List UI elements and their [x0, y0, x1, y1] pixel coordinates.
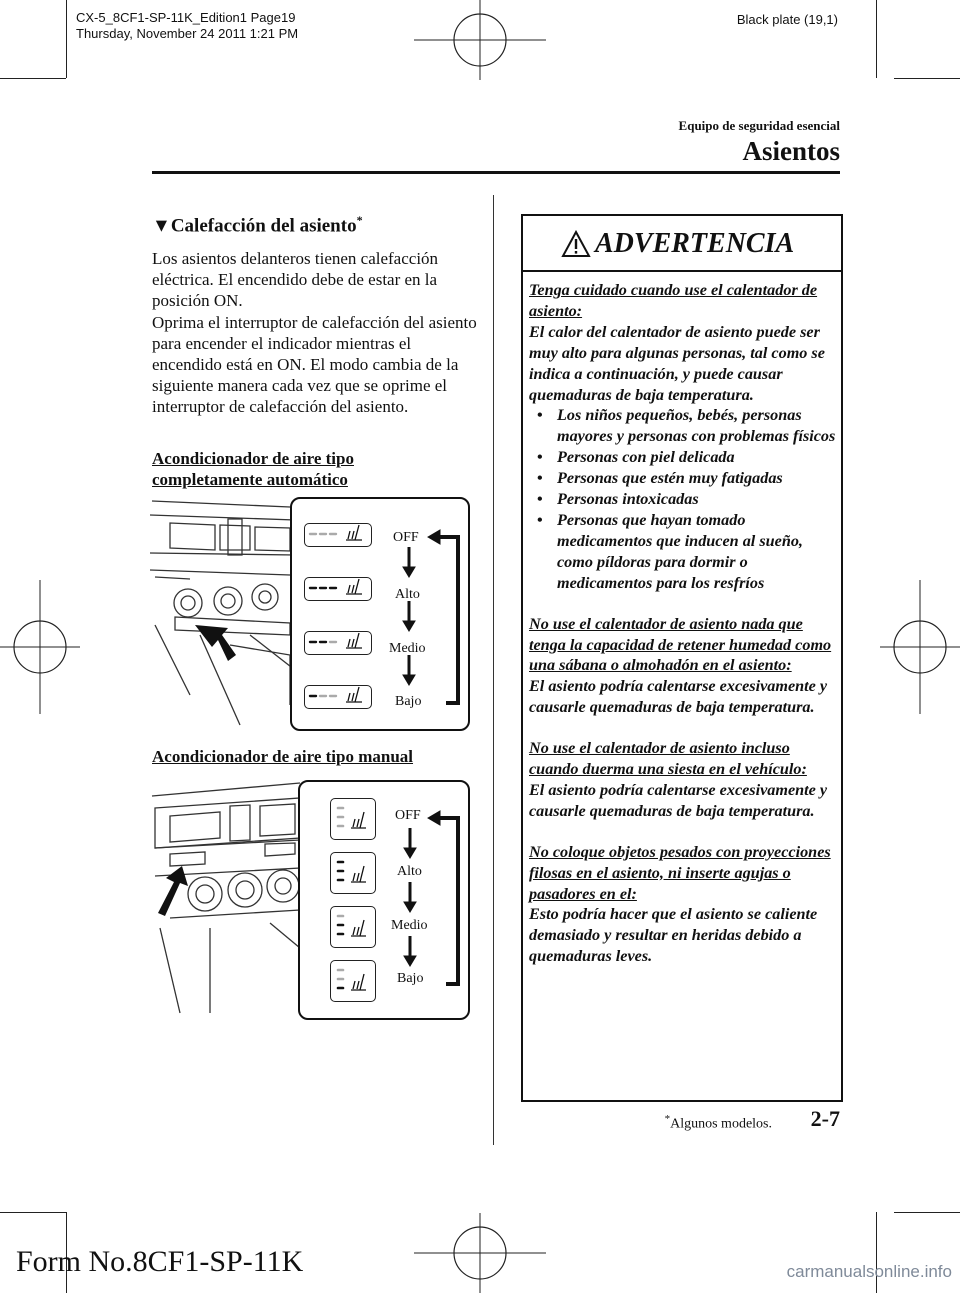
list-item: • Personas con piel delicada — [557, 447, 839, 468]
state-off-label: OFF — [393, 530, 419, 545]
list-item: • Los niños pequeños, bebés, personas mayores y personas con problemas físicos — [557, 405, 839, 447]
warning-subheading: No coloque objetos pesados con proyecciones filosas en el asiento, ni inserte agujas o pasadores en el: — [529, 842, 831, 903]
list-item: • Personas intoxicadas — [557, 489, 839, 510]
crop-mark — [894, 1212, 960, 1213]
warning-text: El asiento podría calentarse excesivamente y causarle quemaduras de baja temperatura. — [529, 677, 828, 717]
chapter-label: Equipo de seguridad esencial — [678, 118, 840, 133]
footnote-star: * — [664, 1113, 671, 1125]
crop-mark — [876, 0, 877, 78]
paragraph: Los asientos delanteros tienen calefacción eléctrica. El encendido debe de estar en la posición ON. — [152, 249, 439, 311]
warning-header — [523, 216, 841, 272]
state-off-label: OFF — [395, 808, 421, 823]
print-meta-line1: CX-5_8CF1-SP-11K_Edition1 Page19 — [76, 10, 296, 25]
state-medium-label: Medio — [391, 918, 428, 933]
state-low-label: Bajo — [397, 971, 424, 986]
warning-subheading: No use el calentador de asiento nada que tenga la capacidad de retener humedad como una sábana o almohadón en el asiento: — [529, 614, 832, 675]
option-star: * — [356, 213, 363, 227]
crop-mark — [66, 0, 67, 78]
list-item: • Personas que estén muy fatigadas — [557, 468, 839, 489]
heading-text: Calefacción del asiento — [170, 215, 357, 237]
crop-mark — [0, 78, 66, 79]
registration-mark-right — [880, 580, 960, 714]
triangle-marker-icon: ▼ — [152, 215, 171, 237]
registration-mark-left — [0, 580, 80, 714]
warning-bullet-list — [529, 405, 839, 593]
auto-ac-heading-line2: completamente automático — [152, 470, 348, 489]
page-number: 2-7 — [810, 1106, 840, 1131]
subsection-heading — [152, 213, 363, 237]
header-rule — [152, 171, 840, 174]
body-text — [152, 248, 482, 418]
warning-triangle-icon — [561, 230, 591, 258]
warning-text: El calor del calentador de asiento puede ser muy alto para algunas personas, tal como se indica a continuación, y puede causar quemaduras de baja temperatura. — [529, 322, 825, 404]
footnote — [665, 1113, 772, 1133]
state-high-label: Alto — [397, 864, 422, 879]
watermark: carmanualsonline.info — [786, 1262, 952, 1281]
paragraph: Oprima el interruptor de calefacción del asiento para encender el indicador mientras el encendido está en ON. El modo cambia de la siguiente manera cada vez que se oprime el interruptor de calefacción del asiento. — [152, 312, 477, 417]
warning-text: El asiento podría calentarse excesivamente y causarle quemaduras de baja temperatura. — [529, 780, 828, 820]
warning-text: Esto podría hacer que el asiento se caliente demasiado y resultar en heridas debido a quemaduras leves. — [529, 905, 818, 966]
warning-subheading: Tenga cuidado cuando use el calentador de asiento: — [529, 281, 818, 320]
state-high-label: Alto — [395, 587, 420, 602]
crop-mark — [0, 1212, 66, 1213]
section-title: Asientos — [742, 136, 840, 166]
auto-ac-heading-line1: Acondicionador de aire tipo — [152, 449, 354, 468]
auto-ac-heading — [152, 448, 354, 490]
manual-ac-figure — [150, 778, 470, 1018]
form-number: Form No.8CF1-SP-11K — [16, 1245, 304, 1278]
warning-subheading: No use el calentador de asiento incluso cuando duerma una siesta en el vehículo: — [529, 739, 807, 779]
column-divider — [493, 195, 494, 1145]
manual-ac-heading: Acondicionador de aire tipo manual — [152, 747, 414, 766]
seat-icons — [150, 495, 470, 730]
warning-body — [529, 280, 839, 967]
registration-mark-bottom — [414, 1213, 546, 1293]
warning-title: ADVERTENCIA — [595, 228, 795, 259]
print-meta-line2: Thursday, November 24 2011 1:21 PM — [76, 26, 299, 41]
auto-ac-figure — [150, 495, 470, 730]
print-metadata — [76, 10, 298, 42]
state-low-label: Bajo — [395, 694, 422, 709]
footnote-text: Algunos modelos. — [670, 1116, 772, 1132]
warning-box — [521, 214, 843, 1102]
crop-mark — [894, 78, 960, 79]
list-item: • Personas que hayan tomado medicamentos que inducen al sueño, como píldoras para dormir o medicamentos para los resfríos — [557, 510, 839, 594]
plate-label: Black plate (19,1) — [736, 12, 838, 27]
registration-mark-top — [414, 0, 546, 80]
state-medium-label: Medio — [389, 641, 426, 656]
